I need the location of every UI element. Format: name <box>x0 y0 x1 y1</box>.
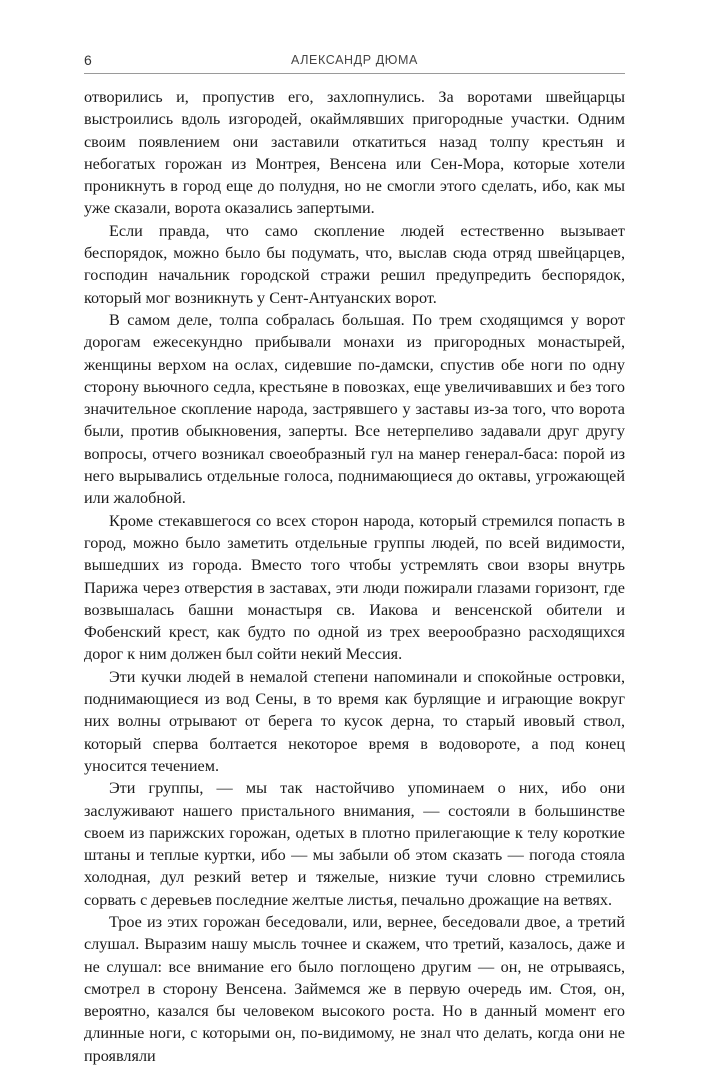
paragraph-5: Эти кучки людей в немалой степени напоминали и спокойные островки, поднимающиеся из вод Сены, в то время как бурлящие и играющие вокруг них волны отрывают от берега то кусок дерна, то старый ивовый ствол, который сперва болтается некоторое время в водовороте, а под конец уносится течением. <box>84 667 625 775</box>
paragraph-2: Если правда, что само скопление людей естественно вызывает беспорядок, можно было бы подумать, что, выслав сюда отряд швейцарцев, господин начальник городской стражи решил предупредить беспорядок, который мог возникнуть у Сент-Антуанских ворот. <box>84 221 625 307</box>
page-header <box>84 49 625 74</box>
body-text <box>84 86 625 1067</box>
paragraph-4: Кроме стекавшегося со всех сторон народа, который стремился попасть в город, можно было заметить отдельные группы людей, по всей видимости, вышедших из города. Вместо того чтобы устремлять свои взоры внутрь Парижа через отверстия в заставах, эти люди пожирали глазами горизонт, где возвышалась башни монастыря св. Иакова и венсенской обители и Фобенский крест, как будто по одной из трех веерообразно расходящихся дорог к ним должен был сойти некий Мессия. <box>84 511 625 664</box>
running-head-author: АЛЕКСАНДР ДЮМА <box>291 53 418 67</box>
page-number: 6 <box>84 52 92 68</box>
paragraph-7: Трое из этих горожан беседовали, или, вернее, беседовали двое, а третий слушал. Выразим нашу мысль точнее и скажем, что третий, казалось, даже и не слушал: все внимание его было поглощено другим — он, не отрываясь, смотрел в сторону Венсена. Займемся же в первую очередь им. Стоя, он, вероятно, казался бы человеком высокого роста. Но в данный момент его длинные ноги, с которыми он, по-видимому, не знал что делать, когда они не проявляли <box>84 912 625 1065</box>
paragraph-1: отворились и, пропустив его, захлопнулись. За воротами швейцарцы выстроились вдоль изгородей, окаймлявших пригородные участки. Одним своим появлением они заставили откатиться назад толпу крестьян и небогатых горожан из Монтрея, Венсена или Сен-Мора, которые хотели проникнуть в город еще до полудня, но не смогли этого сделать, ибо, как мы уже сказали, ворота оказались запертыми. <box>84 88 625 218</box>
paragraph-6: Эти группы, — мы так настойчиво упоминаем о них, ибо они заслуживают нашего пристального внимания, — состояли в большинстве своем из парижских горожан, одетых в плотно прилегающие к телу короткие штаны и теплые куртки, ибо — мы забыли об этом сказать — погода стояла холодная, дул резкий ветер и тяжелые, низкие тучи словно стремились сорвать с деревьев последние желтые листья, печально дрожащие на ветвях. <box>84 779 625 909</box>
paragraph-3: В самом деле, толпа собралась большая. По трем сходящимся у ворот дорогам ежесекундно прибывали монахи из пригородных монастырей, женщины верхом на ослах, сидевшие по-дамски, спустив обе ноги по одну сторону вьючного седла, крестьяне в повозках, еще увеличивавших и без того значительное скопление народа, застрявшего у заставы из-за того, что ворота были, против обыкновения, заперты. Все нетерпеливо задавали друг другу вопросы, отчего возникал своеобразный гул на манер генерал-баса: порой из него вырывались отдельные голоса, поднимающиеся до октавы, угрожающей или жалобной. <box>84 310 625 508</box>
